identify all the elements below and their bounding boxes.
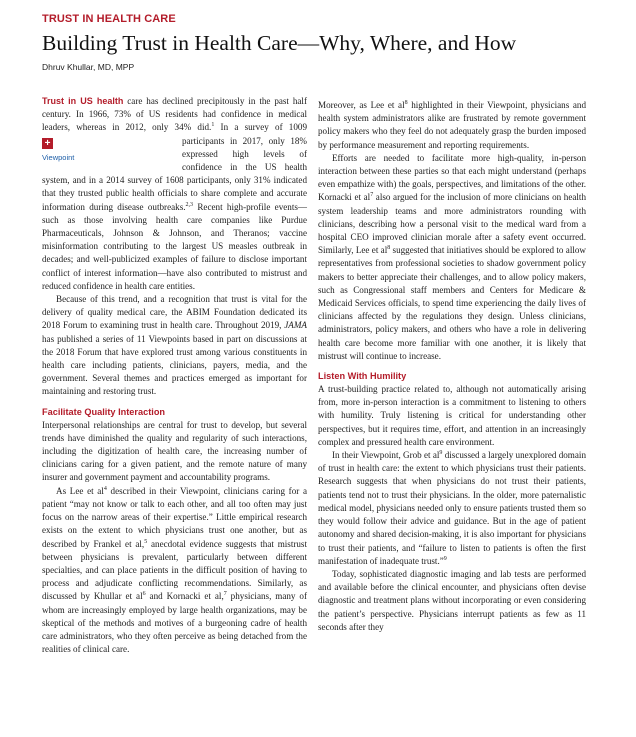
text-run: Because of this trend, and a recognition that trust is vital for the delivery of quality medical care, the ABIM Foundation dedicated its 2018 Forum to examining trust in health care. Throughout 2019,: [42, 294, 307, 331]
paragraph-today: [318, 568, 586, 634]
reference-marker[interactable]: 1: [211, 122, 215, 129]
reference-marker[interactable]: 8: [404, 99, 408, 106]
text-run: Recent high-profile events—such as those involving health care companies like Purdue Pharmaceuticals, Johnson & Johnson, and Theranos; vaccine misinformation contributing to the largest US measles outbreak in decades; and well-publicized examples of failure to disclose important conflict of interest information—have also contributed to mistrust and reduced confidence in health care entities.: [42, 201, 307, 291]
text-run: Moreover, as Lee et al: [318, 100, 405, 110]
article-title: Building Trust in Health Care—Why, Where, and How: [42, 31, 517, 55]
text-run: In their Viewpoint, Grob et al: [332, 450, 440, 461]
right-column: [318, 99, 586, 634]
reference-marker[interactable]: 8: [387, 245, 391, 252]
paragraph-moreover: [318, 99, 586, 152]
paragraph-interpersonal: [42, 419, 307, 485]
text-run: Today, sophisticated diagnostic imaging and lab tests are performed and available before the clinical encounter, and physicians often devise diagnostic and treatment plans without incorporating or even considering the patient’s perspective. Physicians interrupt patients as few as 11 seconds after they: [318, 568, 586, 632]
reference-marker[interactable]: 9: [443, 555, 447, 562]
text-run: suggested that initiatives should be explored to allow representatives from professional societies to shadow government policy makers to better appreciate their challenges, and to allow policy makers, such as Congressional staff members and Centers for Medicare & Medicaid Services officials, to spend time experiencing the daily lives of clinicians affected by the regulations they design. Unless clinicians, administrators, policy makers, and others who have a role in delivering health care become more familiar with one another, it is likely that mistrust will continue to increase.: [318, 245, 586, 361]
section-kicker: TRUST IN HEALTH CARE: [42, 13, 176, 25]
viewpoint-link[interactable]: Viewpoint: [42, 152, 75, 162]
text-run: A trust-building practice related to, although not automatically arising from, more in-person interaction is a commitment to listening to others with humility. Truly listening is critical for understanding other perspectives, but it requires time, effort, and attention in an increasingly complex and pressured health care environment.: [318, 384, 586, 447]
text-run: anecdotal evidence suggests that mistrust between physicians is prevalent, particularly between different specialties, and can place patients in the difficult position of having to process and adjudicate conflicting recommendations. Similarly, as discussed by Khullar et al: [42, 538, 307, 602]
paragraph-grob: [318, 449, 586, 568]
text-run: described in their Viewpoint, clinicians caring for a patient “may not know or talk to each other, and all too often may just focus on the narrow areas of their expertise.” Little empirical research exists on the extent to which physicians trust one another, but as described by Frankel et al,: [42, 485, 307, 549]
paragraph-efforts: [318, 152, 586, 363]
paragraph-listening: [318, 383, 586, 449]
reference-marker[interactable]: 6: [142, 591, 146, 598]
text-run: care has declined precipitously in the past half century. In 1966, 73% of US residents had confidence in medical leaders, whereas in 2012, only 34% did.: [42, 96, 307, 133]
lead-in-text: Trust in US health: [42, 96, 124, 106]
paragraph-lee: [42, 485, 307, 657]
paragraph-abim: [42, 293, 307, 399]
reference-marker[interactable]: 2,3: [185, 201, 194, 208]
reference-marker[interactable]: 7: [223, 591, 227, 598]
text-run: and Kornacki et al,: [145, 591, 224, 602]
text-run: Efforts are needed to facilitate more high-quality, in-person interaction between these parties so that each might understand (perhaps even empathize with) the goals, perspectives, and limitations of the other. Kornacki et al: [318, 152, 586, 203]
text-run: has published a series of 11 Viewpoints based in part on discussions at the 2018 Forum that have explored trust among various constituents in health care including patients, clinicians, payers, media, and the government. Several themes and practices emerged as important for maintaining and restoring trust.: [42, 333, 307, 397]
reference-marker[interactable]: 4: [103, 485, 107, 492]
reference-marker[interactable]: 7: [370, 192, 374, 199]
text-run: physicians, many of whom are increasingly employed by large health organizations, may be skeptical of the methods and motives of a burgeoning cadre of health care administrators, who they often perceive as being detached from the realities of clinical care.: [42, 591, 307, 655]
text-run: discussed a largely unexplored domain of trust in health care: the extent to which physicians trust their patients. Research suggests that when physicians do not trust their patients, patients tend not to trust their physicians. In the older, more paternalistic medical model, physicians needed only to ensure patients trusted them so they would follow their advice and guidance. But in the age of patient autonomy and shared decision-making, it is also important for physicians to trust their patients, and “failure to listen to patients is often the first manifestation of inadequate trust.”: [318, 450, 586, 566]
left-column: [42, 95, 307, 656]
author-byline: Dhruv Khullar, MD, MPP: [42, 62, 135, 72]
text-run: In a survey of 1009 participants in 2017, only 18% expressed high levels of confidence in the US health system, and in a 2014 survey of 1608 participants, only 31% indicated that they trusted public health officials to share complete and accurate information during disease outbreaks.: [42, 122, 307, 212]
reference-marker[interactable]: 5: [144, 538, 148, 545]
plus-icon[interactable]: +: [42, 138, 53, 149]
journal-name: JAMA: [284, 320, 307, 331]
text-run: As Lee et al: [56, 485, 104, 496]
paragraph-intro: [42, 95, 307, 293]
reference-marker[interactable]: 9: [439, 450, 443, 457]
text-run: highlighted in their Viewpoint, physicians and health system administrators alike are frustrated by remote government policy makers who they feel do not adequately grasp the burden imposed by performance measurement and reporting requirements.: [318, 100, 587, 150]
viewpoint-callout[interactable]: [42, 136, 176, 172]
section-heading-facilitate: Facilitate Quality Interaction: [42, 406, 166, 417]
section-heading-listen: Listen With Humility: [318, 371, 407, 382]
text-run: Interpersonal relationships are central for trust to develop, but several trends have diminished the quality and regularity of such interactions, including the digitization of health care, the increasing number of clinicians caring for a given patient, and the remote nature of many insurer and government payment and accountability programs.: [42, 419, 307, 483]
text-run: also argued for the inclusion of more clinicians on health system leadership teams and more administrators rounding with clinicians, describing how a personal visit to the medical ward from a hospital CEO improved clinician morale after a safety event occurred. Similarly, Lee et al: [318, 192, 586, 256]
